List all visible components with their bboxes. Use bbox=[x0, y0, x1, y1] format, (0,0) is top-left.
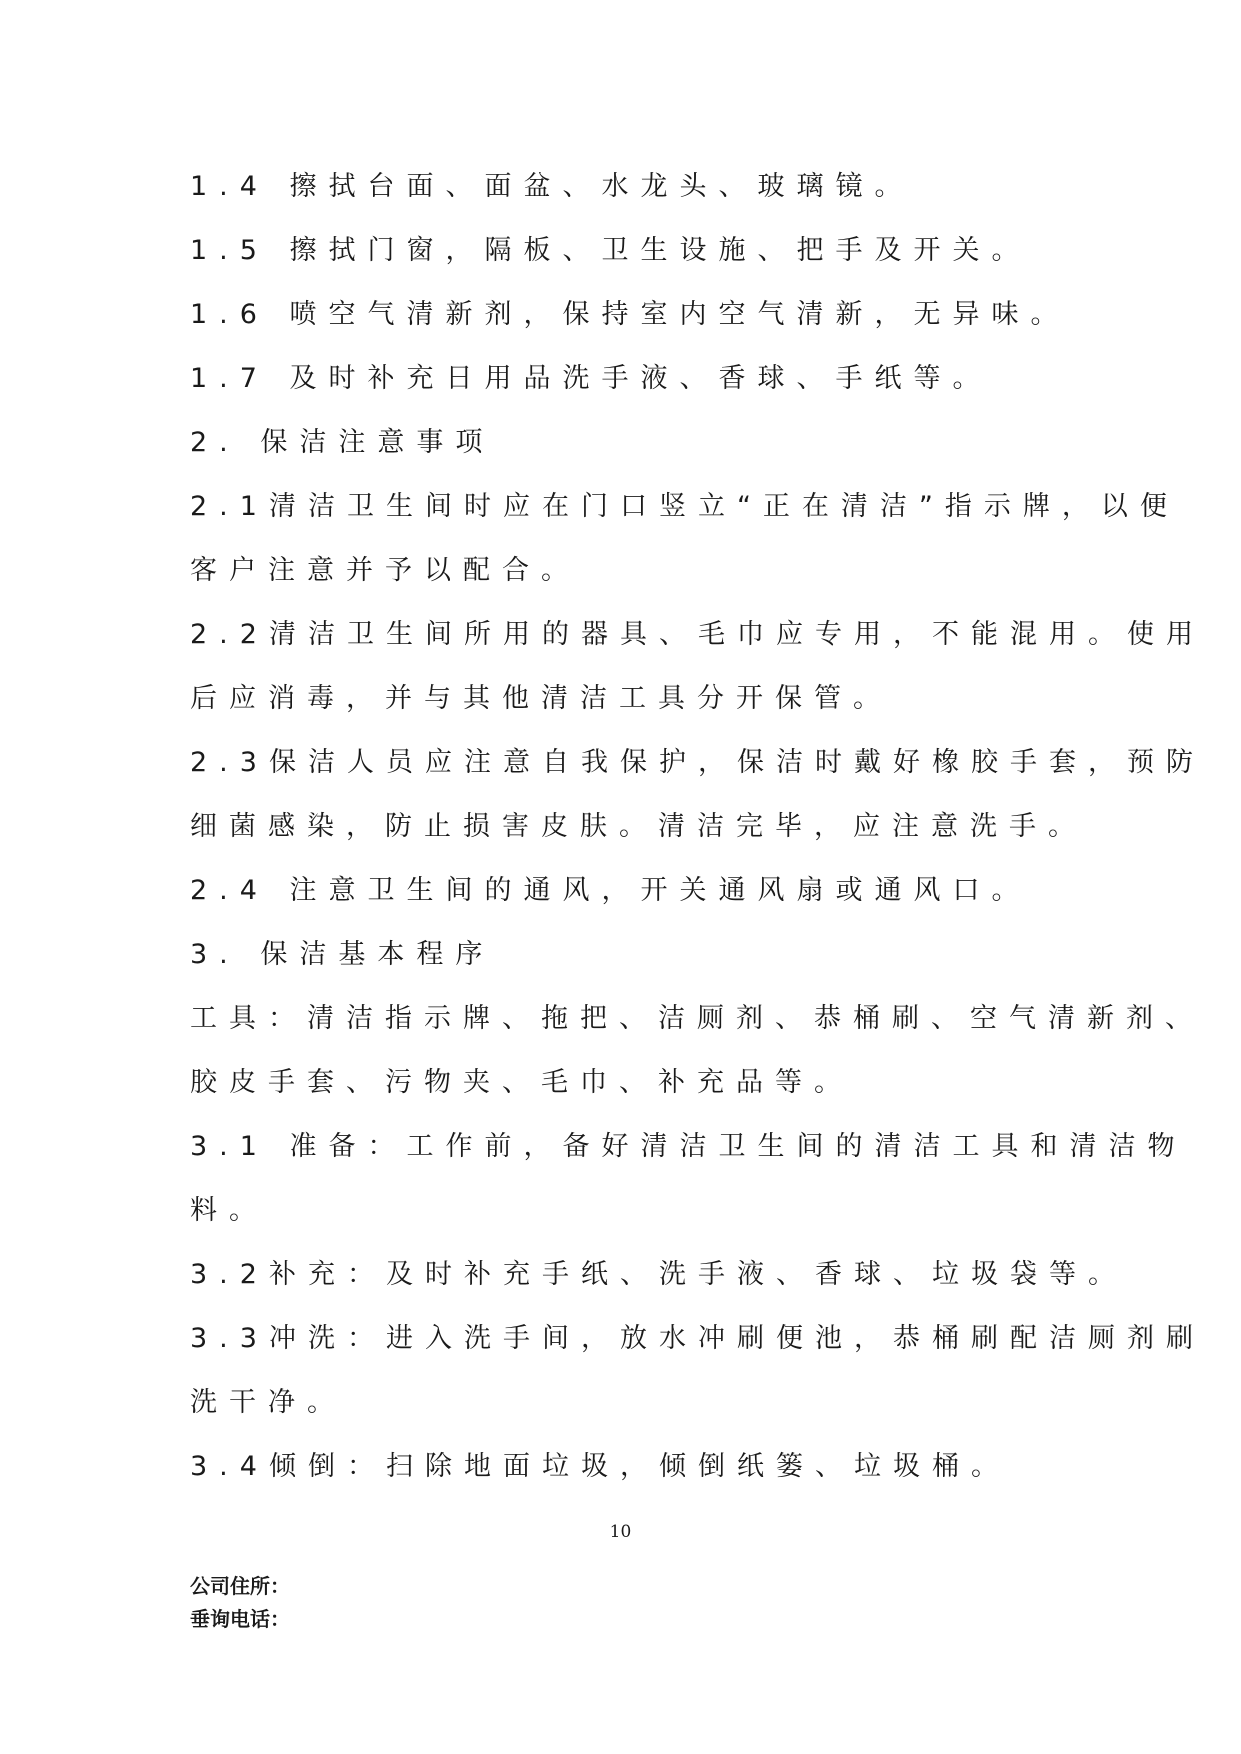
paragraph-line: 2.4 注意卫生间的通风，开关通风扇或通风口。 bbox=[190, 875, 1031, 906]
paragraph-line: 3.1 准备：工作前，备好清洁卫生间的清洁工具和清洁物 bbox=[190, 1131, 1187, 1162]
paragraph-line: 客户注意并予以配合。 bbox=[190, 555, 580, 586]
paragraph-line: 3.4倾倒：扫除地面垃圾，倾倒纸篓、垃圾桶。 bbox=[190, 1451, 1010, 1482]
footer-address-label: 公司住所： bbox=[190, 1574, 290, 1598]
page-number: 10 bbox=[609, 1522, 632, 1542]
paragraph-line: 洗干净。 bbox=[190, 1387, 346, 1418]
body-text bbox=[190, 155, 1205, 1499]
section-heading: 3. 保洁基本程序 bbox=[190, 939, 495, 970]
paragraph-line: 1.6 喷空气清新剂，保持室内空气清新，无异味。 bbox=[190, 299, 1070, 330]
paragraph-line: 2.2清洁卫生间所用的器具、毛巾应专用，不能混用。使用 bbox=[190, 619, 1205, 650]
paragraph-line: 后应消毒，并与其他清洁工具分开保管。 bbox=[190, 683, 892, 714]
paragraph-line: 料。 bbox=[190, 1195, 268, 1226]
paragraph-line: 3.2补充：及时补充手纸、洗手液、香球、垃圾袋等。 bbox=[190, 1259, 1127, 1290]
paragraph-line: 3.3冲洗：进入洗手间，放水冲刷便池，恭桶刷配洁厕剂刷 bbox=[190, 1323, 1205, 1354]
paragraph-line: 2.3保洁人员应注意自我保护，保洁时戴好橡胶手套，预防 bbox=[190, 747, 1205, 778]
footer bbox=[190, 1570, 290, 1636]
section-heading: 2. 保洁注意事项 bbox=[190, 427, 495, 458]
paragraph-line: 1.7 及时补充日用品洗手液、香球、手纸等。 bbox=[190, 363, 992, 394]
paragraph-line: 1.4 擦拭台面、面盆、水龙头、玻璃镜。 bbox=[190, 171, 914, 202]
footer-phone-label: 垂询电话： bbox=[190, 1607, 290, 1631]
paragraph-line: 工具：清洁指示牌、拖把、洁厕剂、恭桶刷、空气清新剂、 bbox=[190, 1003, 1204, 1034]
paragraph-line: 细菌感染，防止损害皮肤。清洁完毕，应注意洗手。 bbox=[190, 811, 1087, 842]
paragraph-line: 胶皮手套、污物夹、毛巾、补充品等。 bbox=[190, 1067, 853, 1098]
paragraph-line: 1.5 擦拭门窗，隔板、卫生设施、把手及开关。 bbox=[190, 235, 1031, 266]
paragraph-line: 2.1清洁卫生间时应在门口竖立“正在清洁”指示牌，以便 bbox=[190, 491, 1179, 522]
